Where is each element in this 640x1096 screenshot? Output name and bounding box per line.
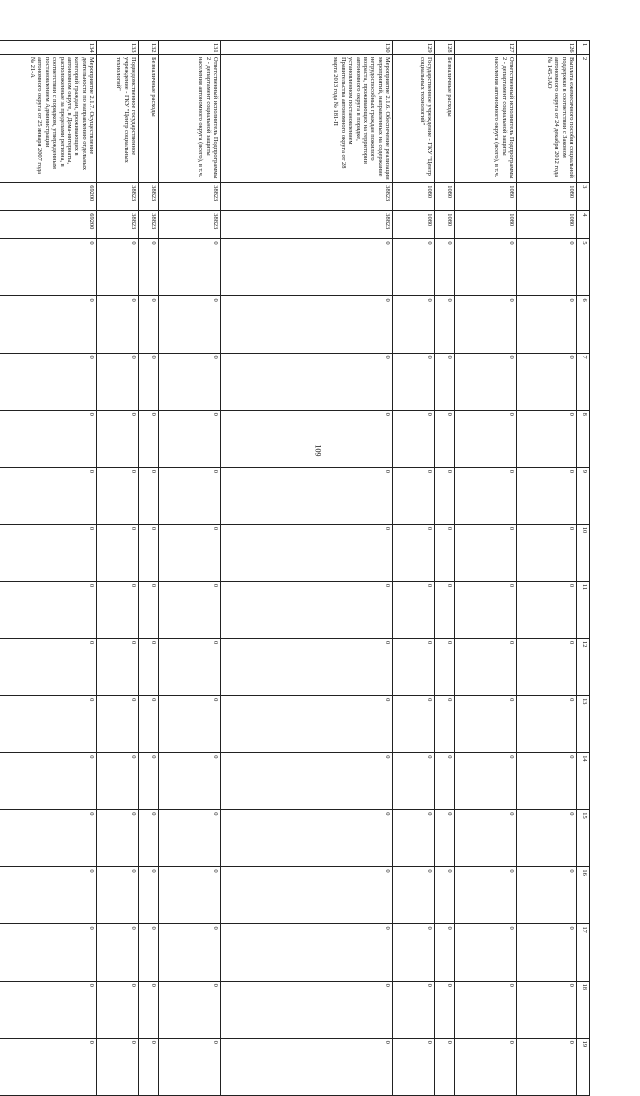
value-cell: 0 <box>517 1038 577 1095</box>
column-number-header-row <box>577 41 590 1096</box>
column-number-header: 12 <box>577 639 590 696</box>
page-number: 109 <box>313 444 323 457</box>
value-cell: 0 <box>159 639 221 696</box>
row-description-cell: Выплата ежемесячного пособия социальной поддержки в соответствии с Законом автономного округа от 24 декабря 2012 года № 145-ЗАО <box>517 55 577 183</box>
column-number-header: 3 <box>577 183 590 211</box>
value-cell: 0 <box>0 696 97 753</box>
value-cell: 0 <box>517 981 577 1038</box>
value-cell: 0 <box>97 753 139 810</box>
value-cell: 0 <box>221 924 393 981</box>
budget-table-sheet <box>29 40 590 1096</box>
value-cell: 0 <box>393 353 435 410</box>
value-cell: 0 <box>435 639 455 696</box>
row-description-cell: Безналичные расходы <box>435 55 455 183</box>
value-cell: 0 <box>435 981 455 1038</box>
year-value-cell: 1080 <box>435 211 455 239</box>
value-cell: 0 <box>455 1038 517 1095</box>
value-cell: 0 <box>0 581 97 638</box>
value-cell: 0 <box>0 753 97 810</box>
year-value-cell: 1080 <box>393 211 435 239</box>
value-cell: 0 <box>517 410 577 467</box>
row-number-cell: 127 <box>455 41 517 55</box>
value-cell: 0 <box>159 524 221 581</box>
value-cell: 0 <box>0 810 97 867</box>
value-cell: 0 <box>0 924 97 981</box>
value-cell: 0 <box>455 981 517 1038</box>
value-cell: 0 <box>435 524 455 581</box>
value-cell: 0 <box>97 981 139 1038</box>
value-cell: 0 <box>139 639 159 696</box>
value-cell: 0 <box>159 867 221 924</box>
value-cell: 0 <box>159 581 221 638</box>
value-cell: 0 <box>517 753 577 810</box>
value-cell: 0 <box>455 581 517 638</box>
year-value-cell: 38823 <box>139 211 159 239</box>
value-cell: 0 <box>221 810 393 867</box>
value-cell: 0 <box>0 981 97 1038</box>
value-cell: 0 <box>97 581 139 638</box>
value-cell: 0 <box>435 353 455 410</box>
value-cell: 0 <box>221 696 393 753</box>
value-cell: 0 <box>97 467 139 524</box>
value-cell: 0 <box>435 296 455 353</box>
year-value-cell: 1080 <box>517 211 577 239</box>
value-cell: 0 <box>435 410 455 467</box>
value-cell: 0 <box>221 296 393 353</box>
budget-table <box>0 40 590 1096</box>
value-cell: 0 <box>221 581 393 638</box>
value-cell: 0 <box>435 1038 455 1095</box>
value-cell: 0 <box>139 410 159 467</box>
row-description-cell: Мероприятие 2.1.7. Осуществление деятельности по направлению отдельных категорий граждан, проживающих в автономном округе, в Дома-интернаты, расположенные за пределами региона, в соответствии с порядком, утвержденным постановлением Администрации автономного округа от 25 января 2007 года № 21-А <box>0 55 97 183</box>
year-value-cell: 1080 <box>455 211 517 239</box>
value-cell: 0 <box>97 524 139 581</box>
row-number-cell: 131 <box>159 41 221 55</box>
table-row <box>517 41 577 1096</box>
value-cell: 0 <box>393 753 435 810</box>
table-row <box>221 41 393 1096</box>
row-description-cell: Ответственный исполнитель Подпрограммы 2 - департамент социальной защиты населения автономного округа (всего), в т.ч. <box>455 55 517 183</box>
value-cell: 0 <box>455 524 517 581</box>
value-cell: 0 <box>221 467 393 524</box>
value-cell: 0 <box>221 239 393 296</box>
value-cell: 0 <box>159 467 221 524</box>
value-cell: 0 <box>393 1038 435 1095</box>
value-cell: 0 <box>159 1038 221 1095</box>
value-cell: 0 <box>455 696 517 753</box>
value-cell: 0 <box>97 296 139 353</box>
value-cell: 0 <box>139 296 159 353</box>
value-cell: 0 <box>0 524 97 581</box>
value-cell: 0 <box>455 753 517 810</box>
value-cell: 0 <box>455 467 517 524</box>
row-description-cell: Ответственный исполнитель Подпрограммы 2 - департамент социальной защиты населения автономного округа (всего), в т.ч. <box>159 55 221 183</box>
value-cell: 0 <box>435 810 455 867</box>
column-number-header: 7 <box>577 353 590 410</box>
value-cell: 0 <box>393 924 435 981</box>
row-number-cell: 130 <box>221 41 393 55</box>
value-cell: 0 <box>97 1038 139 1095</box>
value-cell: 0 <box>517 296 577 353</box>
value-cell: 0 <box>435 924 455 981</box>
value-cell: 0 <box>159 239 221 296</box>
value-cell: 0 <box>435 239 455 296</box>
value-cell: 0 <box>97 353 139 410</box>
value-cell: 0 <box>0 639 97 696</box>
table-row <box>97 41 139 1096</box>
row-number-cell: 134 <box>0 41 97 55</box>
value-cell: 0 <box>139 353 159 410</box>
value-cell: 0 <box>393 639 435 696</box>
total-value-cell: 1080 <box>455 183 517 211</box>
value-cell: 0 <box>0 410 97 467</box>
column-number-header: 8 <box>577 410 590 467</box>
value-cell: 0 <box>97 639 139 696</box>
value-cell: 0 <box>97 810 139 867</box>
value-cell: 0 <box>0 353 97 410</box>
column-number-header: 14 <box>577 753 590 810</box>
value-cell: 0 <box>393 239 435 296</box>
value-cell: 0 <box>97 924 139 981</box>
value-cell: 0 <box>393 296 435 353</box>
value-cell: 0 <box>455 867 517 924</box>
row-description-cell: Подведомственное государственное учреждение - ГКУ "Центр социальных технологий" <box>97 55 139 183</box>
value-cell: 0 <box>435 867 455 924</box>
value-cell: 0 <box>139 867 159 924</box>
table-row <box>139 41 159 1096</box>
value-cell: 0 <box>221 639 393 696</box>
value-cell: 0 <box>139 924 159 981</box>
value-cell: 0 <box>517 581 577 638</box>
value-cell: 0 <box>221 524 393 581</box>
value-cell: 0 <box>159 753 221 810</box>
column-number-header: 13 <box>577 696 590 753</box>
value-cell: 0 <box>0 467 97 524</box>
value-cell: 0 <box>97 410 139 467</box>
total-value-cell: 1080 <box>517 183 577 211</box>
value-cell: 0 <box>221 981 393 1038</box>
total-value-cell: 38823 <box>139 183 159 211</box>
value-cell: 0 <box>517 867 577 924</box>
table-row <box>393 41 435 1096</box>
value-cell: 0 <box>139 696 159 753</box>
total-value-cell: 38823 <box>97 183 139 211</box>
value-cell: 0 <box>393 867 435 924</box>
total-value-cell: 69200 <box>0 183 97 211</box>
column-number-header: 17 <box>577 924 590 981</box>
value-cell: 0 <box>435 753 455 810</box>
value-cell: 0 <box>435 696 455 753</box>
year-value-cell: 38823 <box>97 211 139 239</box>
column-number-header: 9 <box>577 467 590 524</box>
column-number-header: 4 <box>577 211 590 239</box>
value-cell: 0 <box>393 981 435 1038</box>
column-number-header: 19 <box>577 1038 590 1095</box>
total-value-cell: 1080 <box>435 183 455 211</box>
row-number-cell: 129 <box>393 41 435 55</box>
value-cell: 0 <box>159 981 221 1038</box>
value-cell: 0 <box>0 1038 97 1095</box>
column-number-header: 1 <box>577 41 590 55</box>
column-number-header: 11 <box>577 581 590 638</box>
value-cell: 0 <box>455 296 517 353</box>
column-number-header: 10 <box>577 524 590 581</box>
value-cell: 0 <box>435 467 455 524</box>
row-number-cell: 132 <box>139 41 159 55</box>
value-cell: 0 <box>455 810 517 867</box>
value-cell: 0 <box>393 410 435 467</box>
table-row <box>0 41 97 1096</box>
value-cell: 0 <box>393 810 435 867</box>
value-cell: 0 <box>393 524 435 581</box>
value-cell: 0 <box>221 753 393 810</box>
value-cell: 0 <box>221 1038 393 1095</box>
value-cell: 0 <box>139 524 159 581</box>
value-cell: 0 <box>139 239 159 296</box>
value-cell: 0 <box>159 924 221 981</box>
row-number-cell: 126 <box>517 41 577 55</box>
year-value-cell: 38823 <box>159 211 221 239</box>
year-value-cell: 69200 <box>0 211 97 239</box>
value-cell: 0 <box>435 581 455 638</box>
value-cell: 0 <box>517 696 577 753</box>
column-number-header: 2 <box>577 55 590 183</box>
value-cell: 0 <box>139 581 159 638</box>
row-description-cell: Государственное учреждение - ГКУ "Центр социальных технологий" <box>393 55 435 183</box>
value-cell: 0 <box>517 524 577 581</box>
value-cell: 0 <box>159 696 221 753</box>
total-value-cell: 1080 <box>393 183 435 211</box>
row-description-cell: Мероприятие 2.1.6. Обеспечение реализации мероприятий, направленных на содержание нетрудоспособных граждан пожилого возраста, проживающих на территории автономного округа в порядке, установленном постановлением Правительства автономного округа от 28 марта 2013 года № 181-П <box>221 55 393 183</box>
value-cell: 0 <box>159 810 221 867</box>
table-row <box>455 41 517 1096</box>
value-cell: 0 <box>455 239 517 296</box>
total-value-cell: 38823 <box>221 183 393 211</box>
value-cell: 0 <box>0 867 97 924</box>
value-cell: 0 <box>139 753 159 810</box>
value-cell: 0 <box>517 924 577 981</box>
value-cell: 0 <box>393 581 435 638</box>
table-row <box>159 41 221 1096</box>
value-cell: 0 <box>455 410 517 467</box>
column-number-header: 16 <box>577 867 590 924</box>
value-cell: 0 <box>159 353 221 410</box>
value-cell: 0 <box>517 353 577 410</box>
value-cell: 0 <box>159 296 221 353</box>
column-number-header: 6 <box>577 296 590 353</box>
value-cell: 0 <box>97 239 139 296</box>
value-cell: 0 <box>97 867 139 924</box>
value-cell: 0 <box>221 353 393 410</box>
value-cell: 0 <box>0 239 97 296</box>
value-cell: 0 <box>455 639 517 696</box>
value-cell: 0 <box>517 810 577 867</box>
value-cell: 0 <box>139 1038 159 1095</box>
value-cell: 0 <box>221 410 393 467</box>
value-cell: 0 <box>159 410 221 467</box>
row-number-cell: 133 <box>97 41 139 55</box>
column-number-header: 5 <box>577 239 590 296</box>
column-number-header: 18 <box>577 981 590 1038</box>
value-cell: 0 <box>517 467 577 524</box>
column-number-header: 15 <box>577 810 590 867</box>
total-value-cell: 38823 <box>159 183 221 211</box>
value-cell: 0 <box>455 924 517 981</box>
value-cell: 0 <box>221 867 393 924</box>
value-cell: 0 <box>139 810 159 867</box>
row-description-cell: Безналичные расходы <box>139 55 159 183</box>
value-cell: 0 <box>517 239 577 296</box>
table-row <box>435 41 455 1096</box>
value-cell: 0 <box>393 467 435 524</box>
value-cell: 0 <box>393 696 435 753</box>
row-number-cell: 128 <box>435 41 455 55</box>
value-cell: 0 <box>0 296 97 353</box>
value-cell: 0 <box>139 467 159 524</box>
value-cell: 0 <box>97 696 139 753</box>
value-cell: 0 <box>139 981 159 1038</box>
value-cell: 0 <box>455 353 517 410</box>
value-cell: 0 <box>517 639 577 696</box>
year-value-cell: 38823 <box>221 211 393 239</box>
